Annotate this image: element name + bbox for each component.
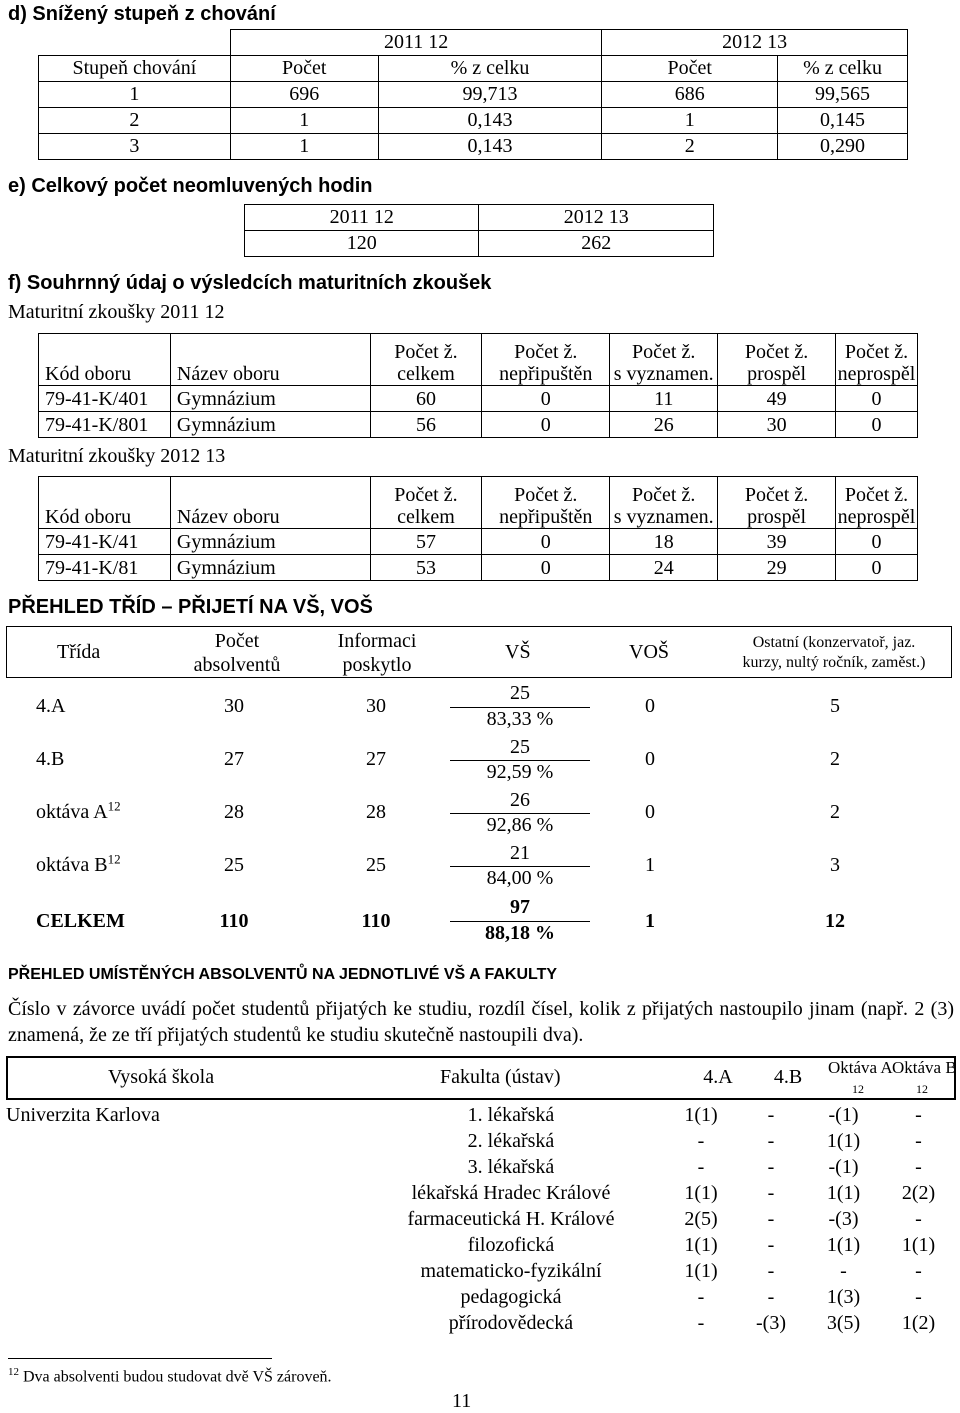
- table-row: [39, 30, 908, 56]
- table-row: [245, 205, 714, 231]
- exam-table-2011: [38, 333, 918, 438]
- column-header: [610, 477, 718, 529]
- column-header: Název oboru: [170, 477, 370, 529]
- cell: 25: [366, 854, 386, 876]
- cell: 88,18 %: [485, 922, 555, 944]
- cell: -: [767, 1156, 775, 1178]
- cell: 26: [510, 789, 530, 811]
- column-header: VŠ: [505, 641, 531, 663]
- column-header: [482, 477, 610, 529]
- year-header: 2011 12: [230, 30, 601, 56]
- cell: 2: [830, 748, 840, 770]
- placement-header: [6, 1056, 956, 1100]
- cell: 0: [645, 695, 655, 717]
- cell: -: [767, 1208, 775, 1230]
- cell: -: [915, 1156, 922, 1178]
- cell: Gymnázium: [170, 555, 370, 581]
- cell: 1: [645, 910, 655, 932]
- table-row: [245, 231, 714, 257]
- header-line: [892, 1078, 952, 1099]
- cell: -(1): [828, 1156, 859, 1178]
- year-header: 2012 13: [479, 205, 714, 231]
- cell: 25: [510, 736, 530, 758]
- class-name: 4.A: [36, 695, 66, 717]
- cell: 2(5): [684, 1208, 718, 1230]
- cell: 79-41-K/801: [39, 412, 171, 438]
- table-row: [39, 108, 908, 134]
- column-header: [317, 629, 437, 677]
- cell: 3: [39, 134, 231, 160]
- table-row: [39, 555, 918, 581]
- column-header: Kód oboru: [39, 334, 171, 386]
- cell: 1. lékařská: [467, 1104, 555, 1126]
- table-row: [6, 1284, 956, 1310]
- column-header: Vysoká škola: [108, 1066, 215, 1088]
- cell: 30: [224, 695, 244, 717]
- cell: Gymnázium: [170, 529, 370, 555]
- column-header: 4.B: [773, 1066, 803, 1088]
- cell: -: [767, 1104, 775, 1126]
- cell: -: [915, 1286, 922, 1308]
- cell: -: [697, 1130, 705, 1152]
- class-name: [36, 851, 121, 877]
- footnote-text: Dva absolventi budou studovat dvě VŠ zároveň.: [23, 1368, 332, 1386]
- cell: 262: [479, 231, 714, 257]
- column-header: [370, 334, 482, 386]
- column-header: Název oboru: [170, 334, 370, 386]
- cell: filozofická: [467, 1234, 555, 1256]
- cell: 1(1): [684, 1182, 718, 1204]
- cell: 696: [230, 82, 378, 108]
- placement-note: Číslo v závorce uvádí počet studentů přijatých ke studiu, rozdíl čísel, kolik z přijatých nastoupilo jinam (např. 2 (3) znamená, že ze tří přijatých studentů ke studiu skutečně nastoupili dva).: [8, 998, 954, 1046]
- cell: 21: [510, 842, 530, 864]
- footnote-ref: 12: [852, 1082, 864, 1096]
- table-row: [6, 1128, 956, 1154]
- footnote-ref: 12: [107, 798, 121, 814]
- cell: 60: [370, 386, 482, 412]
- cell: 1: [230, 134, 378, 160]
- footnote-ref: 12: [916, 1082, 928, 1096]
- cell: 1: [230, 108, 378, 134]
- class-name: [36, 798, 121, 824]
- table-row: [39, 412, 918, 438]
- header-line: Počet ž.: [632, 484, 696, 506]
- cell: 0: [482, 555, 610, 581]
- header-line: prospěl: [747, 506, 807, 528]
- cell: 110: [361, 910, 391, 932]
- cell: 28: [224, 801, 244, 823]
- cell: 1(3): [826, 1286, 861, 1308]
- cell: lékařská Hradec Králové: [411, 1182, 611, 1204]
- column-header: Stupeň chování: [39, 56, 231, 82]
- column-header: Počet: [230, 56, 378, 82]
- class-overview-body: [0, 680, 960, 950]
- cell: -: [915, 1104, 922, 1126]
- cell: 3: [830, 854, 840, 876]
- cell: 29: [718, 555, 836, 581]
- class-overview-header: [6, 626, 952, 678]
- header-line: Oktáva A: [828, 1058, 893, 1077]
- cell: 2: [39, 108, 231, 134]
- cell: 0: [482, 386, 610, 412]
- cell: 27: [224, 748, 244, 770]
- cell: 99,565: [778, 82, 908, 108]
- cell: matematicko-fyzikální: [420, 1260, 602, 1282]
- column-header: [835, 477, 917, 529]
- cell: 0,143: [378, 108, 602, 134]
- cell: 28: [366, 801, 386, 823]
- exam-caption: Maturitní zkoušky 2011 12: [8, 301, 225, 323]
- cell: -(3): [756, 1312, 786, 1334]
- cell: 2. lékařská: [467, 1130, 555, 1152]
- header-line: s vyznamen.: [613, 506, 714, 528]
- cell: -(1): [828, 1104, 859, 1126]
- header-line: Počet ž.: [514, 484, 578, 506]
- cell: -(3): [828, 1208, 859, 1230]
- column-header: Počet: [602, 56, 778, 82]
- cell: 0,145: [778, 108, 908, 134]
- cell: 97: [510, 896, 530, 918]
- cell: 0,143: [378, 134, 602, 160]
- header-line: Počet ž.: [744, 341, 809, 363]
- cell: -: [767, 1130, 775, 1152]
- column-header: [828, 1058, 893, 1099]
- year-header: 2011 12: [245, 205, 479, 231]
- cell: 0: [645, 748, 655, 770]
- cell: -: [697, 1156, 705, 1178]
- table-row: [39, 334, 918, 386]
- header-line: [828, 1078, 888, 1099]
- cell: 2: [602, 134, 778, 160]
- cell: 18: [610, 529, 718, 555]
- cell: 5: [830, 695, 840, 717]
- header-line: nepřipuštěn: [499, 506, 593, 528]
- cell: 3. lékařská: [467, 1156, 555, 1178]
- footnote-rule: [8, 1358, 272, 1359]
- cell: 25: [510, 682, 530, 704]
- cell: 84,00 %: [486, 867, 554, 889]
- section-e-heading: e) Celkový počet neomluvených hodin: [8, 175, 373, 197]
- cell: 92,59 %: [486, 761, 554, 783]
- cell: -: [840, 1260, 847, 1282]
- cell: 0: [482, 412, 610, 438]
- header-line: Oktáva B: [892, 1058, 957, 1077]
- cell: -: [697, 1312, 705, 1334]
- cell: 30: [366, 695, 386, 717]
- cell: 1: [602, 108, 778, 134]
- cell: -: [767, 1260, 775, 1282]
- cell: -: [697, 1286, 705, 1308]
- cell: 0: [645, 801, 655, 823]
- table-row: [6, 1258, 956, 1284]
- column-header: [370, 477, 482, 529]
- column-header: [718, 334, 836, 386]
- cell: -: [767, 1286, 775, 1308]
- section-f-heading: f) Souhrnný údaj o výsledcích maturitních zkoušek: [8, 272, 492, 294]
- cell: 92,86 %: [486, 814, 554, 836]
- column-header: 4.A: [703, 1066, 733, 1088]
- cell: -: [915, 1130, 922, 1152]
- table-row: [39, 386, 918, 412]
- cell: 11: [610, 386, 718, 412]
- cell: 83,33 %: [486, 708, 554, 730]
- header-line: celkem: [397, 363, 455, 385]
- header-line: Počet ž.: [632, 341, 696, 363]
- cell: 1(1): [684, 1260, 718, 1282]
- header-line: Počet ž.: [514, 341, 578, 363]
- exam-table-2012: [38, 476, 918, 581]
- cell: 1(1): [826, 1130, 861, 1152]
- cell: -: [767, 1234, 775, 1256]
- cell: 24: [610, 555, 718, 581]
- cell: 120: [245, 231, 479, 257]
- cell: 12: [825, 910, 845, 932]
- header-line: nepřipuštěn: [499, 363, 593, 385]
- cell: 30: [718, 412, 836, 438]
- cell: 1(2): [901, 1312, 936, 1334]
- table-row: [39, 82, 908, 108]
- cell: farmaceutická H. Králové: [407, 1208, 615, 1230]
- footnote-ref: 12: [107, 851, 121, 867]
- cell: 39: [718, 529, 836, 555]
- cell: Gymnázium: [170, 412, 370, 438]
- cell: 1(1): [826, 1234, 861, 1256]
- placement-heading: PŘEHLED UMÍSTĚNÝCH ABSOLVENTŮ NA JEDNOTLIVÉ VŠ A FAKULTY: [8, 966, 558, 983]
- header-line: Počet ž.: [844, 484, 909, 506]
- placement-table: [6, 1102, 956, 1336]
- column-header: [177, 629, 297, 677]
- cell: pedagogická: [460, 1286, 562, 1308]
- cell: 0: [835, 529, 917, 555]
- section-d-heading: d) Snížený stupeň z chování: [8, 3, 276, 25]
- cell: 2(2): [901, 1182, 936, 1204]
- cell: Gymnázium: [170, 386, 370, 412]
- header-line: Počet ž.: [394, 341, 458, 363]
- cell: -: [767, 1182, 775, 1204]
- year-header: 2012 13: [602, 30, 908, 56]
- cell: 26: [610, 412, 718, 438]
- table-row: [39, 134, 908, 160]
- cell: 57: [370, 529, 482, 555]
- column-header: Kód oboru: [39, 477, 171, 529]
- header-line: celkem: [397, 506, 455, 528]
- cell: 3(5): [826, 1312, 861, 1334]
- cell: 1(1): [826, 1182, 861, 1204]
- class-name: 4.B: [36, 748, 65, 770]
- header-line: absolventů: [193, 654, 281, 676]
- table-row: [6, 1232, 956, 1258]
- school-name: Univerzita Karlova: [6, 1104, 160, 1126]
- cell: 56: [370, 412, 482, 438]
- cell: 79-41-K/401: [39, 386, 171, 412]
- table-row: [6, 1206, 956, 1232]
- cell: 27: [366, 748, 386, 770]
- cell: 0: [835, 386, 917, 412]
- column-header: [835, 334, 917, 386]
- class-name-text: oktáva A: [36, 801, 108, 823]
- footnote-number: 12: [8, 1366, 19, 1378]
- cell: přírodovědecká: [448, 1312, 574, 1334]
- column-header: [892, 1058, 957, 1099]
- header-line: poskytlo: [342, 654, 412, 676]
- header-line: Počet ž.: [394, 484, 458, 506]
- column-header: % z celku: [378, 56, 602, 82]
- cell: 686: [602, 82, 778, 108]
- table-row: [6, 1310, 956, 1336]
- class-name-text: oktáva B: [36, 854, 108, 876]
- class-overview-heading: PŘEHLED TŘÍD – PŘIJETÍ NA VŠ, VOŠ: [8, 596, 373, 618]
- cell: 0: [482, 529, 610, 555]
- table-row: [39, 56, 908, 82]
- column-header: Třída: [57, 641, 101, 663]
- column-header: [719, 633, 949, 673]
- cell: 1(1): [901, 1234, 936, 1256]
- column-header: VOŠ: [629, 641, 670, 663]
- cell: 99,713: [378, 82, 602, 108]
- header-line: kurzy, nultý ročník, zaměst.): [742, 654, 926, 671]
- table-row: [6, 1180, 956, 1206]
- cell: -: [915, 1208, 922, 1230]
- table-row: [39, 529, 918, 555]
- cell: 2: [830, 801, 840, 823]
- header-line: Informaci: [337, 630, 417, 652]
- cell: 0,290: [778, 134, 908, 160]
- column-header: % z celku: [778, 56, 908, 82]
- cell: 0: [835, 555, 917, 581]
- cell: 1(1): [684, 1234, 718, 1256]
- behavior-table: [38, 29, 908, 160]
- table-row: [6, 1154, 956, 1180]
- table-row: [39, 477, 918, 529]
- exam-caption: Maturitní zkoušky 2012 13: [8, 445, 226, 467]
- page-number: 11: [452, 1390, 472, 1412]
- header-line: prospěl: [747, 363, 807, 385]
- cell: 25: [224, 854, 244, 876]
- header-line: neprospěl: [837, 506, 916, 528]
- column-header: [610, 334, 718, 386]
- header-line: Ostatní (konzervatoř, jaz.: [752, 634, 916, 651]
- cell: 79-41-K/41: [39, 529, 171, 555]
- header-line: neprospěl: [837, 363, 916, 385]
- cell: 53: [370, 555, 482, 581]
- header-line: s vyznamen.: [613, 363, 714, 385]
- cell: 1: [645, 854, 655, 876]
- header-line: Počet ž.: [744, 484, 809, 506]
- header-line: Počet: [214, 630, 260, 652]
- column-header: [718, 477, 836, 529]
- table-row: [6, 1102, 956, 1128]
- cell: 1(1): [684, 1104, 718, 1126]
- cell: -: [915, 1260, 922, 1282]
- cell: 1: [39, 82, 231, 108]
- cell: 0: [835, 412, 917, 438]
- cell: 79-41-K/81: [39, 555, 171, 581]
- column-header: Fakulta (ústav): [440, 1066, 561, 1088]
- column-header: [482, 334, 610, 386]
- cell: 110: [219, 910, 249, 932]
- unexcused-hours-table: [244, 204, 714, 257]
- footnote: [8, 1366, 332, 1386]
- total-label: CELKEM: [36, 910, 125, 932]
- header-line: Počet ž.: [844, 341, 909, 363]
- cell: 49: [718, 386, 836, 412]
